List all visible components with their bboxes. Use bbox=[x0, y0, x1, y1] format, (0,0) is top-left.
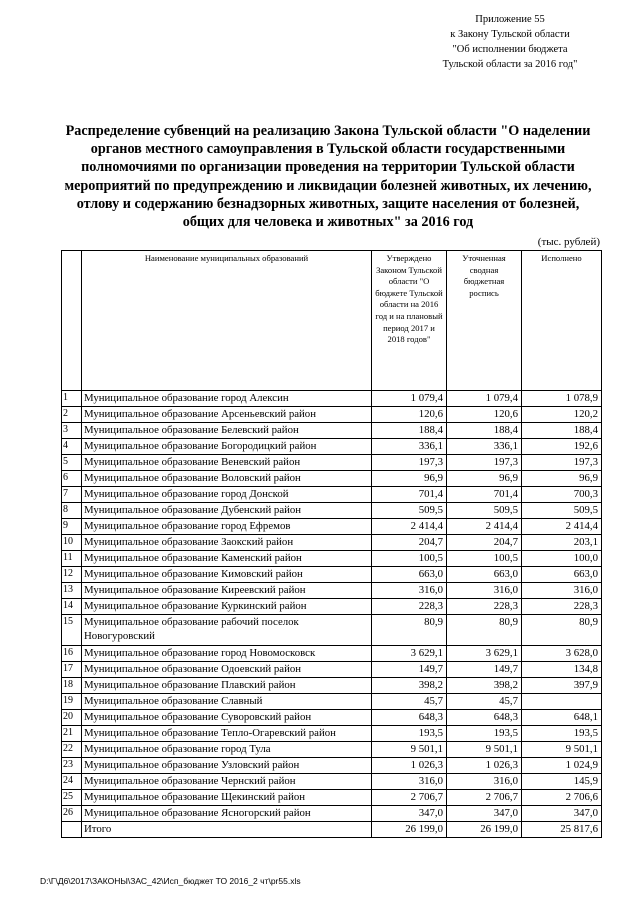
appendix-line: "Об исполнении бюджета bbox=[452, 44, 568, 55]
approved-value: 45,7 bbox=[372, 694, 447, 710]
header-approved: Утверждено Законом Тульской области "О бюджете Тульской области на 2016 год и на плановый период 2017 и 2018 годов" bbox=[372, 251, 447, 391]
row-index: 25 bbox=[62, 790, 82, 806]
table-row bbox=[62, 439, 602, 455]
row-index: 12 bbox=[62, 567, 82, 583]
table-row bbox=[62, 710, 602, 726]
municipality-name: Муниципальное образование Суворовский район bbox=[82, 710, 372, 726]
executed-value: 120,2 bbox=[522, 407, 602, 423]
revised-value: 347,0 bbox=[447, 806, 522, 822]
row-index: 11 bbox=[62, 551, 82, 567]
approved-value: 316,0 bbox=[372, 583, 447, 599]
executed-value: 80,9 bbox=[522, 615, 602, 646]
row-index: 19 bbox=[62, 694, 82, 710]
executed-value: 700,3 bbox=[522, 487, 602, 503]
approved-value: 80,9 bbox=[372, 615, 447, 646]
revised-value: 1 079,4 bbox=[447, 391, 522, 407]
revised-value: 1 026,3 bbox=[447, 758, 522, 774]
municipality-name: Муниципальное образование Ясногорский район bbox=[82, 806, 372, 822]
revised-value: 509,5 bbox=[447, 503, 522, 519]
revised-value: 80,9 bbox=[447, 615, 522, 646]
municipality-name: Муниципальное образование город Донской bbox=[82, 487, 372, 503]
table-row bbox=[62, 678, 602, 694]
municipality-name: Муниципальное образование Щекинский район bbox=[82, 790, 372, 806]
table-row bbox=[62, 487, 602, 503]
municipality-name: Муниципальное образование Киреевский район bbox=[82, 583, 372, 599]
appendix-line: Приложение 55 bbox=[475, 14, 545, 25]
approved-value: 1 079,4 bbox=[372, 391, 447, 407]
row-index: 8 bbox=[62, 503, 82, 519]
revised-value: 9 501,1 bbox=[447, 742, 522, 758]
approved-value: 96,9 bbox=[372, 471, 447, 487]
row-index: 18 bbox=[62, 678, 82, 694]
municipality-name: Муниципальное образование город Новомосковск bbox=[82, 646, 372, 662]
executed-value: 193,5 bbox=[522, 726, 602, 742]
row-index: 3 bbox=[62, 423, 82, 439]
municipality-name: Муниципальное образование Чернский район bbox=[82, 774, 372, 790]
approved-value: 26 199,0 bbox=[372, 822, 447, 838]
table-row bbox=[62, 742, 602, 758]
approved-value: 509,5 bbox=[372, 503, 447, 519]
municipality-name: Муниципальное образование Арсеньевский район bbox=[82, 407, 372, 423]
approved-value: 398,2 bbox=[372, 678, 447, 694]
revised-value: 2 414,4 bbox=[447, 519, 522, 535]
executed-value: 134,8 bbox=[522, 662, 602, 678]
revised-value: 149,7 bbox=[447, 662, 522, 678]
revised-value: 2 706,7 bbox=[447, 790, 522, 806]
table-row bbox=[62, 407, 602, 423]
row-index: 14 bbox=[62, 599, 82, 615]
approved-value: 188,4 bbox=[372, 423, 447, 439]
unit-label: (тыс. рублей) bbox=[537, 236, 600, 248]
table-row bbox=[62, 503, 602, 519]
executed-value: 509,5 bbox=[522, 503, 602, 519]
appendix-note bbox=[400, 12, 620, 72]
approved-value: 3 629,1 bbox=[372, 646, 447, 662]
table-row bbox=[62, 615, 602, 646]
row-index: 2 bbox=[62, 407, 82, 423]
subventions-table bbox=[61, 250, 602, 838]
table-row bbox=[62, 806, 602, 822]
executed-value: 3 628,0 bbox=[522, 646, 602, 662]
approved-value: 100,5 bbox=[372, 551, 447, 567]
municipality-name: Муниципальное образование Одоевский район bbox=[82, 662, 372, 678]
executed-value: 347,0 bbox=[522, 806, 602, 822]
executed-value: 9 501,1 bbox=[522, 742, 602, 758]
approved-value: 149,7 bbox=[372, 662, 447, 678]
revised-value: 204,7 bbox=[447, 535, 522, 551]
revised-value: 197,3 bbox=[447, 455, 522, 471]
row-index: 5 bbox=[62, 455, 82, 471]
municipality-name: Муниципальное образование Славный bbox=[82, 694, 372, 710]
header-index bbox=[62, 251, 82, 391]
executed-value: 96,9 bbox=[522, 471, 602, 487]
municipality-name: Муниципальное образование Веневский район bbox=[82, 455, 372, 471]
executed-value bbox=[522, 694, 602, 710]
municipality-name: Муниципальное образование рабочий поселок Новогуровский bbox=[82, 615, 372, 646]
row-index: 7 bbox=[62, 487, 82, 503]
municipality-name: Муниципальное образование Дубенский район bbox=[82, 503, 372, 519]
revised-value: 316,0 bbox=[447, 774, 522, 790]
table-row bbox=[62, 790, 602, 806]
row-index: 20 bbox=[62, 710, 82, 726]
executed-value: 192,6 bbox=[522, 439, 602, 455]
table-row bbox=[62, 726, 602, 742]
executed-value: 203,1 bbox=[522, 535, 602, 551]
revised-value: 316,0 bbox=[447, 583, 522, 599]
row-index: 17 bbox=[62, 662, 82, 678]
executed-value: 2 414,4 bbox=[522, 519, 602, 535]
municipality-name: Муниципальное образование Каменский район bbox=[82, 551, 372, 567]
municipality-name: Итого bbox=[82, 822, 372, 838]
executed-value: 197,3 bbox=[522, 455, 602, 471]
executed-value: 648,1 bbox=[522, 710, 602, 726]
executed-value: 397,9 bbox=[522, 678, 602, 694]
municipality-name: Муниципальное образование Плавский район bbox=[82, 678, 372, 694]
row-index: 23 bbox=[62, 758, 82, 774]
table-row bbox=[62, 758, 602, 774]
approved-value: 316,0 bbox=[372, 774, 447, 790]
header-name: Наименование муниципальных образований bbox=[82, 251, 372, 391]
revised-value: 193,5 bbox=[447, 726, 522, 742]
table-row bbox=[62, 423, 602, 439]
row-index: 9 bbox=[62, 519, 82, 535]
approved-value: 2 414,4 bbox=[372, 519, 447, 535]
file-path-footer: D:\Г\Д6\2017\ЗАКОНЫ\ЗАС_42\Исп_бюджет ТО 2016_2 чт\pr55.xls bbox=[40, 876, 301, 886]
approved-value: 2 706,7 bbox=[372, 790, 447, 806]
revised-value: 96,9 bbox=[447, 471, 522, 487]
revised-value: 648,3 bbox=[447, 710, 522, 726]
table-header-row bbox=[62, 251, 602, 391]
table-row bbox=[62, 646, 602, 662]
executed-value: 100,0 bbox=[522, 551, 602, 567]
approved-value: 347,0 bbox=[372, 806, 447, 822]
table-row bbox=[62, 535, 602, 551]
revised-value: 26 199,0 bbox=[447, 822, 522, 838]
executed-value: 316,0 bbox=[522, 583, 602, 599]
row-index: 21 bbox=[62, 726, 82, 742]
revised-value: 663,0 bbox=[447, 567, 522, 583]
row-index: 1 bbox=[62, 391, 82, 407]
approved-value: 197,3 bbox=[372, 455, 447, 471]
row-index: 15 bbox=[62, 615, 82, 646]
table-row bbox=[62, 599, 602, 615]
table-row bbox=[62, 662, 602, 678]
table-body bbox=[62, 391, 602, 838]
approved-value: 663,0 bbox=[372, 567, 447, 583]
table-row bbox=[62, 455, 602, 471]
municipality-name: Муниципальное образование Узловский район bbox=[82, 758, 372, 774]
appendix-line: Тульской области за 2016 год" bbox=[442, 59, 578, 70]
revised-value: 228,3 bbox=[447, 599, 522, 615]
approved-value: 648,3 bbox=[372, 710, 447, 726]
row-index: 26 bbox=[62, 806, 82, 822]
executed-value: 25 817,6 bbox=[522, 822, 602, 838]
executed-value: 145,9 bbox=[522, 774, 602, 790]
municipality-name: Муниципальное образование город Ефремов bbox=[82, 519, 372, 535]
document-title: Распределение субвенций на реализацию Закона Тульской области "О наделении органов местного самоуправления в Тульской области государственными полномочиями по организации проведения на территории Тульской области мероприятий по предупреждению и ликвидации болезней животных, их лечению, отлову и содержанию безнадзорных животных, защите населения от болезней, общих для человека и животных" за 2016 год bbox=[64, 123, 592, 231]
revised-value: 3 629,1 bbox=[447, 646, 522, 662]
table-row bbox=[62, 519, 602, 535]
municipality-name: Муниципальное образование Тепло-Огаревский район bbox=[82, 726, 372, 742]
revised-value: 100,5 bbox=[447, 551, 522, 567]
header-revised: Уточненная сводная бюджетная роспись bbox=[447, 251, 522, 391]
revised-value: 398,2 bbox=[447, 678, 522, 694]
row-index: 4 bbox=[62, 439, 82, 455]
approved-value: 1 026,3 bbox=[372, 758, 447, 774]
municipality-name: Муниципальное образование Воловский район bbox=[82, 471, 372, 487]
executed-value: 228,3 bbox=[522, 599, 602, 615]
approved-value: 701,4 bbox=[372, 487, 447, 503]
total-row bbox=[62, 822, 602, 838]
table-row bbox=[62, 694, 602, 710]
municipality-name: Муниципальное образование Заокский район bbox=[82, 535, 372, 551]
revised-value: 701,4 bbox=[447, 487, 522, 503]
approved-value: 193,5 bbox=[372, 726, 447, 742]
revised-value: 120,6 bbox=[447, 407, 522, 423]
approved-value: 204,7 bbox=[372, 535, 447, 551]
executed-value: 188,4 bbox=[522, 423, 602, 439]
table-row bbox=[62, 583, 602, 599]
row-index: 16 bbox=[62, 646, 82, 662]
row-index: 24 bbox=[62, 774, 82, 790]
municipality-name: Муниципальное образование Белевский район bbox=[82, 423, 372, 439]
municipality-name: Муниципальное образование Куркинский район bbox=[82, 599, 372, 615]
approved-value: 9 501,1 bbox=[372, 742, 447, 758]
table-row bbox=[62, 391, 602, 407]
header-executed: Исполнено bbox=[522, 251, 602, 391]
executed-value: 1 024,9 bbox=[522, 758, 602, 774]
municipality-name: Муниципальное образование Кимовский район bbox=[82, 567, 372, 583]
table-row bbox=[62, 567, 602, 583]
approved-value: 228,3 bbox=[372, 599, 447, 615]
row-index: 6 bbox=[62, 471, 82, 487]
row-index: 10 bbox=[62, 535, 82, 551]
municipality-name: Муниципальное образование Богородицкий район bbox=[82, 439, 372, 455]
appendix-line: к Закону Тульской области bbox=[450, 29, 570, 40]
revised-value: 45,7 bbox=[447, 694, 522, 710]
executed-value: 663,0 bbox=[522, 567, 602, 583]
approved-value: 120,6 bbox=[372, 407, 447, 423]
row-index bbox=[62, 822, 82, 838]
revised-value: 188,4 bbox=[447, 423, 522, 439]
municipality-name: Муниципальное образование город Тула bbox=[82, 742, 372, 758]
revised-value: 336,1 bbox=[447, 439, 522, 455]
executed-value: 2 706,6 bbox=[522, 790, 602, 806]
table-row bbox=[62, 551, 602, 567]
table-row bbox=[62, 471, 602, 487]
row-index: 13 bbox=[62, 583, 82, 599]
row-index: 22 bbox=[62, 742, 82, 758]
approved-value: 336,1 bbox=[372, 439, 447, 455]
executed-value: 1 078,9 bbox=[522, 391, 602, 407]
table-row bbox=[62, 774, 602, 790]
municipality-name: Муниципальное образование город Алексин bbox=[82, 391, 372, 407]
